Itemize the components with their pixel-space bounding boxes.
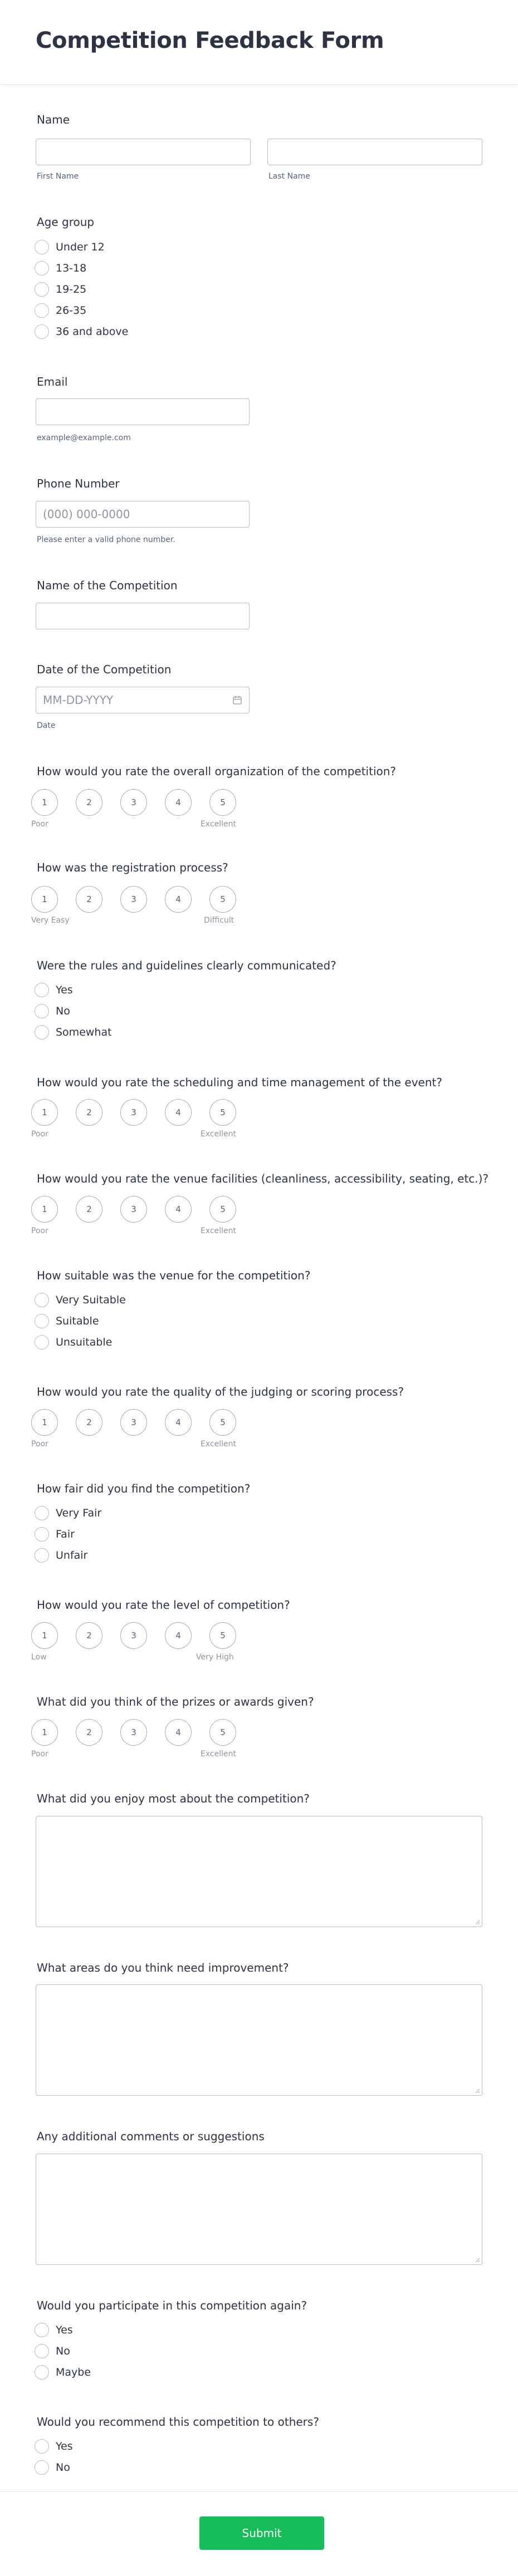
radio-label: Maybe bbox=[56, 2366, 91, 2378]
rating-5[interactable]: 5 bbox=[209, 1099, 236, 1126]
radio-circle[interactable] bbox=[35, 261, 49, 275]
radio-label: Very Fair bbox=[56, 1507, 102, 1519]
venue-option[interactable] bbox=[35, 1313, 99, 1329]
radio-label: Yes bbox=[56, 2324, 73, 2336]
scheduling-question: How would you rate the scheduling and time management of the event? bbox=[37, 1076, 442, 1089]
rating-1[interactable]: 1 bbox=[31, 1622, 58, 1649]
phone-label: Phone Number bbox=[37, 477, 120, 490]
scale-high-caption: Excellent bbox=[201, 1750, 236, 1759]
rating-1[interactable]: 1 bbox=[31, 789, 58, 816]
venue-option[interactable] bbox=[35, 1334, 112, 1351]
rating-2[interactable]: 2 bbox=[76, 1622, 102, 1649]
rating-2[interactable]: 2 bbox=[76, 886, 102, 913]
recommend-question: Would you recommend this competition to others? bbox=[37, 2415, 319, 2429]
radio-circle[interactable] bbox=[35, 324, 49, 339]
rating-2[interactable]: 2 bbox=[76, 1719, 102, 1746]
radio-label: No bbox=[56, 2345, 70, 2357]
resize-grip-icon[interactable] bbox=[475, 1919, 480, 1925]
radio-circle[interactable] bbox=[35, 983, 49, 997]
last-name-sublabel: Last Name bbox=[268, 172, 310, 181]
rating-3[interactable]: 3 bbox=[120, 1622, 147, 1649]
scale-high-caption: Excellent bbox=[201, 1130, 236, 1139]
rating-2[interactable]: 2 bbox=[76, 1099, 102, 1126]
fair-option[interactable] bbox=[35, 1526, 75, 1543]
rating-4[interactable]: 4 bbox=[165, 886, 192, 913]
rules-option[interactable] bbox=[35, 1003, 70, 1019]
radio-circle[interactable] bbox=[35, 303, 49, 318]
rating-3[interactable]: 3 bbox=[120, 1099, 147, 1126]
name-label: Name bbox=[37, 113, 70, 126]
age-option[interactable] bbox=[35, 239, 105, 255]
venue-option[interactable] bbox=[35, 1292, 126, 1308]
rating-3[interactable]: 3 bbox=[120, 1409, 147, 1436]
rating-2[interactable]: 2 bbox=[76, 1196, 102, 1223]
venue-suitable-question: How suitable was the venue for the competition? bbox=[37, 1269, 311, 1282]
enjoy-textarea[interactable] bbox=[36, 1816, 482, 1927]
age-option[interactable] bbox=[35, 281, 86, 298]
scale-high-caption: Very High bbox=[196, 1653, 234, 1662]
date-sublabel: Date bbox=[37, 721, 56, 730]
fair-question: How fair did you find the competition? bbox=[37, 1482, 251, 1495]
email-label: Email bbox=[37, 375, 68, 388]
date-placeholder: MM-DD-YYYY bbox=[43, 693, 114, 707]
rating-1[interactable]: 1 bbox=[31, 1099, 58, 1126]
radio-circle[interactable] bbox=[35, 240, 49, 254]
calendar-icon[interactable] bbox=[232, 695, 242, 705]
participate-option[interactable] bbox=[35, 2322, 73, 2338]
email-input[interactable] bbox=[36, 398, 250, 425]
registration-question: How was the registration process? bbox=[37, 861, 228, 874]
radio-circle[interactable] bbox=[35, 1335, 49, 1349]
radio-label: Yes bbox=[56, 984, 73, 996]
fair-option[interactable] bbox=[35, 1505, 101, 1521]
form-header bbox=[0, 0, 518, 85]
rating-1[interactable]: 1 bbox=[31, 1719, 58, 1746]
rating-3[interactable]: 3 bbox=[120, 789, 147, 816]
age-option[interactable] bbox=[35, 302, 86, 319]
rating-4[interactable]: 4 bbox=[165, 1099, 192, 1126]
rating-5[interactable]: 5 bbox=[209, 1409, 236, 1436]
email-sublabel: example@example.com bbox=[37, 434, 131, 442]
radio-label: Unsuitable bbox=[56, 1336, 113, 1348]
rating-5[interactable]: 5 bbox=[209, 1622, 236, 1649]
recommend-option[interactable] bbox=[35, 2459, 70, 2476]
organization-question: How would you rate the overall organization of the competition? bbox=[37, 765, 397, 778]
scale-low-caption: Poor bbox=[31, 1227, 48, 1235]
radio-circle[interactable] bbox=[35, 1314, 49, 1328]
level-question: How would you rate the level of competition? bbox=[37, 1598, 290, 1612]
radio-circle[interactable] bbox=[35, 1527, 49, 1541]
radio-label: Somewhat bbox=[56, 1026, 112, 1038]
venue-facilities-question: How would you rate the venue facilities (cleanliness, accessibility, seating, etc.)? bbox=[37, 1172, 489, 1185]
rules-question: Were the rules and guidelines clearly communicated? bbox=[37, 959, 336, 972]
rating-4[interactable]: 4 bbox=[165, 1622, 192, 1649]
radio-label: Fair bbox=[56, 1528, 75, 1540]
rating-5[interactable]: 5 bbox=[209, 886, 236, 913]
radio-label: Unfair bbox=[56, 1549, 88, 1562]
resize-grip-icon[interactable] bbox=[475, 2088, 480, 2094]
radio-label: Suitable bbox=[56, 1315, 99, 1327]
radio-circle[interactable] bbox=[35, 2365, 49, 2380]
radio-label: Yes bbox=[56, 2440, 73, 2452]
radio-label: Very Suitable bbox=[56, 1294, 126, 1306]
scale-low-caption: Poor bbox=[31, 1440, 48, 1449]
last-name-input[interactable] bbox=[267, 139, 482, 165]
radio-label: 26-35 bbox=[56, 304, 87, 317]
radio-label: 13-18 bbox=[56, 262, 87, 274]
participate-option[interactable] bbox=[35, 2364, 91, 2381]
submit-button[interactable]: Submit bbox=[199, 2516, 324, 2550]
radio-circle[interactable] bbox=[35, 2344, 49, 2358]
resize-grip-icon[interactable] bbox=[475, 2257, 480, 2263]
radio-label: No bbox=[56, 1005, 70, 1017]
competition-date-label: Date of the Competition bbox=[37, 663, 172, 676]
radio-circle[interactable] bbox=[35, 1506, 49, 1520]
scale-high-caption: Excellent bbox=[201, 1227, 236, 1235]
phone-input[interactable]: (000) 000-0000 bbox=[36, 501, 250, 528]
scale-low-caption: Low bbox=[31, 1653, 47, 1662]
phone-sublabel: Please enter a valid phone number. bbox=[37, 535, 175, 544]
participate-option[interactable] bbox=[35, 2343, 70, 2360]
rating-4[interactable]: 4 bbox=[165, 1196, 192, 1223]
radio-label: 19-25 bbox=[56, 283, 87, 295]
improve-question: What areas do you think need improvement? bbox=[37, 1961, 289, 1974]
footer-divider bbox=[0, 2491, 518, 2492]
rating-5[interactable]: 5 bbox=[209, 789, 236, 816]
first-name-sublabel: First Name bbox=[37, 172, 79, 181]
judging-question: How would you rate the quality of the judging or scoring process? bbox=[37, 1385, 404, 1398]
rules-option[interactable] bbox=[35, 1024, 112, 1041]
rating-4[interactable]: 4 bbox=[165, 1409, 192, 1436]
comments-question: Any additional comments or suggestions bbox=[37, 2130, 265, 2143]
first-name-input[interactable] bbox=[36, 139, 251, 165]
scale-low-caption: Very Easy bbox=[31, 916, 70, 925]
competition-name-label: Name of the Competition bbox=[37, 579, 178, 592]
participate-question: Would you participate in this competition again? bbox=[37, 2299, 307, 2312]
scale-low-caption: Poor bbox=[31, 820, 48, 829]
age-option[interactable] bbox=[35, 260, 86, 277]
radio-circle[interactable] bbox=[35, 2460, 49, 2475]
rating-3[interactable]: 3 bbox=[120, 1196, 147, 1223]
enjoy-question: What did you enjoy most about the competition? bbox=[37, 1792, 310, 1805]
rating-5[interactable]: 5 bbox=[209, 1196, 236, 1223]
comments-textarea[interactable] bbox=[36, 2154, 482, 2265]
radio-circle[interactable] bbox=[35, 2439, 49, 2454]
radio-label: 36 and above bbox=[56, 326, 129, 338]
improve-textarea[interactable] bbox=[36, 1984, 482, 2096]
scale-low-caption: Poor bbox=[31, 1750, 48, 1759]
rating-4[interactable]: 4 bbox=[165, 1719, 192, 1746]
rating-4[interactable]: 4 bbox=[165, 789, 192, 816]
age-group-label: Age group bbox=[37, 215, 95, 229]
rating-5[interactable]: 5 bbox=[209, 1719, 236, 1746]
age-option[interactable] bbox=[35, 323, 128, 340]
rating-2[interactable]: 2 bbox=[76, 1409, 102, 1436]
radio-label: No bbox=[56, 2461, 70, 2474]
rating-3[interactable]: 3 bbox=[120, 886, 147, 913]
radio-circle[interactable] bbox=[35, 1293, 49, 1307]
radio-circle[interactable] bbox=[35, 1548, 49, 1563]
rating-1[interactable]: 1 bbox=[31, 1196, 58, 1223]
rating-1[interactable]: 1 bbox=[31, 1409, 58, 1436]
radio-circle[interactable] bbox=[35, 282, 49, 297]
scale-high-caption: Difficult bbox=[204, 916, 234, 925]
scale-low-caption: Poor bbox=[31, 1130, 48, 1139]
radio-circle[interactable] bbox=[35, 1004, 49, 1018]
fair-option[interactable] bbox=[35, 1547, 87, 1564]
radio-circle[interactable] bbox=[35, 2323, 49, 2337]
rating-1[interactable]: 1 bbox=[31, 886, 58, 913]
date-input[interactable] bbox=[36, 687, 250, 713]
rules-option[interactable] bbox=[35, 982, 73, 998]
form-title: Competition Feedback Form bbox=[36, 28, 384, 53]
scale-high-caption: Excellent bbox=[201, 820, 236, 829]
scale-high-caption: Excellent bbox=[201, 1440, 236, 1449]
recommend-option[interactable] bbox=[35, 2438, 73, 2455]
rating-3[interactable]: 3 bbox=[120, 1719, 147, 1746]
competition-name-input[interactable] bbox=[36, 603, 250, 629]
rating-2[interactable]: 2 bbox=[76, 789, 102, 816]
prizes-question: What did you think of the prizes or awards given? bbox=[37, 1695, 314, 1708]
radio-label: Under 12 bbox=[56, 241, 105, 253]
radio-circle[interactable] bbox=[35, 1025, 49, 1040]
